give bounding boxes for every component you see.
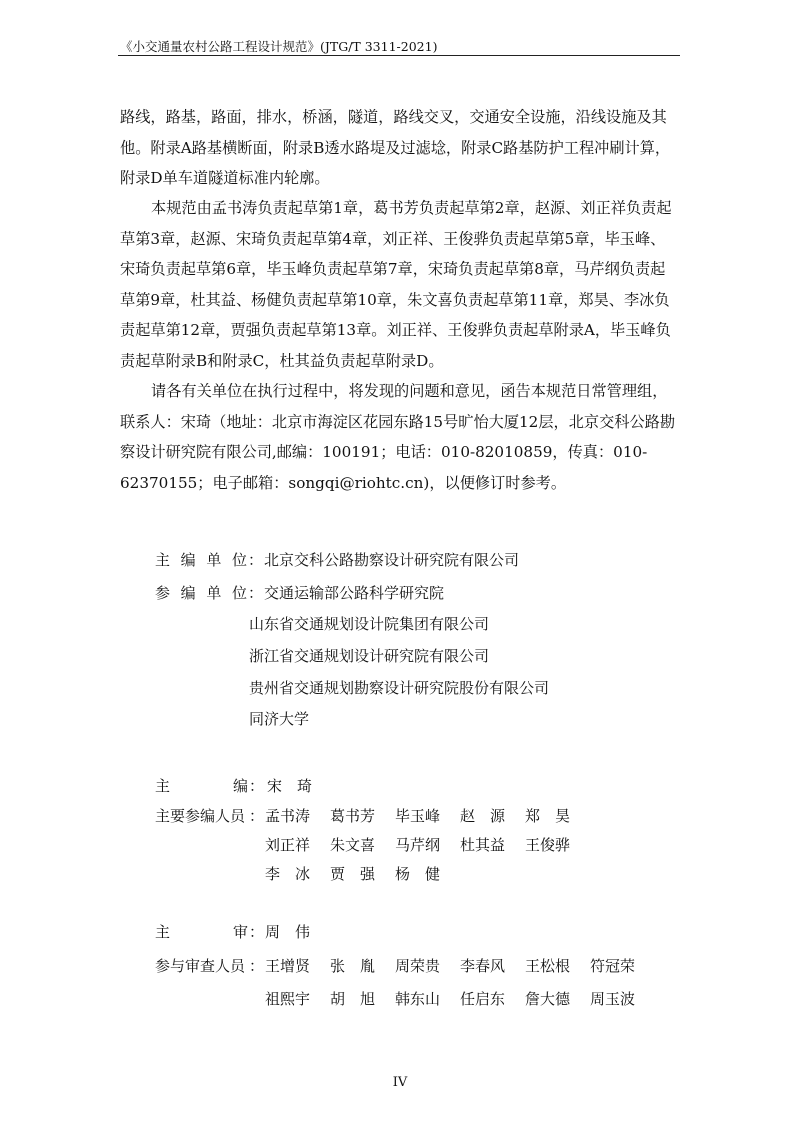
- editor-name: 葛 书 芳: [330, 807, 376, 825]
- colon: ：: [249, 957, 265, 975]
- participating-unit: 同济大学: [249, 710, 310, 728]
- reviewer-name: 任 启 东: [460, 990, 506, 1008]
- editor-name: 王 俊 骅: [525, 836, 571, 854]
- colon: ：: [249, 923, 265, 941]
- reviewer-name: 韩 东 山: [395, 990, 441, 1008]
- chief-editor-label: 主 编: [155, 777, 248, 795]
- participating-unit: 交通运输部公路科学研究院: [264, 584, 445, 602]
- editor-name: 赵 源: [460, 807, 505, 825]
- paragraph-drafters: 本规范由孟书涛负责起草第1章，葛书芳负责起草第2章，赵源、刘正祥负责起草第3章，赵源、宋琦负责起草第4章，刘正祥、王俊骅负责起草第5章，毕玉峰、宋琦负责起草第6章，毕玉峰负责起草第7章，宋琦负责起草第8章，马芹纲负责起草第9章，杜其益、杨健负责起草第10章，朱文喜负责起草第11章，郑昊、李冰负责起草第12章，贾强负责起草第13章。刘正祥、王俊骅负责起草附录A，毕玉峰负责起草附录B和附录C，杜其益负责起草附录D。: [120, 199, 672, 370]
- running-header: 《小交通量农村公路工程设计规范》(JTG/T 3311-2021): [120, 39, 438, 54]
- page-number: IV: [392, 1075, 408, 1090]
- reviewer-name: 祖 熙 宇: [265, 990, 311, 1008]
- chief-reviewer-name: 周 伟: [265, 923, 310, 941]
- colon: ：: [249, 807, 265, 825]
- editor-name: 贾 强: [330, 865, 375, 883]
- reviewer-name: 胡 旭: [330, 990, 375, 1008]
- reviewers-label: 参与审查人员: [155, 957, 246, 975]
- reviewer-name: 王 增 贤: [265, 957, 311, 975]
- editor-name: 毕 玉 峰: [395, 807, 441, 825]
- reviewer-name: 张 胤: [330, 957, 375, 975]
- reviewer-name: 李 春 风: [460, 957, 506, 975]
- reviewer-name: 周 荣 贵: [395, 957, 441, 975]
- chief-unit-label: 主 编 单 位: [155, 551, 247, 569]
- colon: ：: [249, 777, 265, 795]
- editor-name: 杜 其 益: [460, 836, 506, 854]
- participating-unit: 贵州省交通规划勘察设计研究院股份有限公司: [249, 679, 550, 697]
- participating-unit-label: 参 编 单 位: [155, 584, 247, 602]
- participating-unit: 浙江省交通规划设计研究院有限公司: [249, 647, 490, 665]
- chief-editor-name: 宋 琦: [267, 777, 312, 795]
- reviewer-name: 周 玉 波: [590, 990, 636, 1008]
- reviewer-name: 符 冠 荣: [590, 957, 636, 975]
- colon: ：: [248, 584, 264, 602]
- editor-name: 李 冰: [265, 865, 310, 883]
- chief-reviewer-label: 主 审: [155, 923, 248, 941]
- header-rule: [118, 55, 680, 56]
- reviewer-name: 王 松 根: [525, 957, 571, 975]
- members-label: 主要参编人员: [155, 807, 246, 825]
- reviewer-name: 詹 大 德: [525, 990, 571, 1008]
- paragraph-contents: 路线，路基，路面，排水，桥涵，隧道，路线交叉，交通安全设施，沿线设施及其他。附录A路基横断面，附录B透水路堤及过滤埝，附录C路基防护工程冲刷计算，附录D单车道隧道标准内轮廓。: [120, 108, 671, 187]
- chief-unit: 北京交科公路勘察设计研究院有限公司: [264, 551, 520, 569]
- editor-name: 刘 正 祥: [265, 836, 311, 854]
- editor-name: 郑 昊: [525, 807, 570, 825]
- editor-name: 朱 文 喜: [330, 836, 376, 854]
- paragraph-contact: 请各有关单位在执行过程中，将发现的问题和意见，函告本规范日常管理组，联系人：宋琦（地址：北京市海淀区花园东路15号旷怡大厦12层，北京交科公路勘察设计研究院有限公司,邮编：100191；电话：010-82010859，传真：010-62370155；电子邮箱：songqi@riohtc.cn)，以便修订时参考。: [120, 382, 676, 492]
- editor-name: 马 芹 纲: [395, 836, 441, 854]
- editor-name: 杨 健: [395, 865, 440, 883]
- editor-name: 孟 书 涛: [265, 807, 311, 825]
- participating-unit: 山东省交通规划设计院集团有限公司: [249, 615, 490, 633]
- colon: ：: [248, 551, 264, 569]
